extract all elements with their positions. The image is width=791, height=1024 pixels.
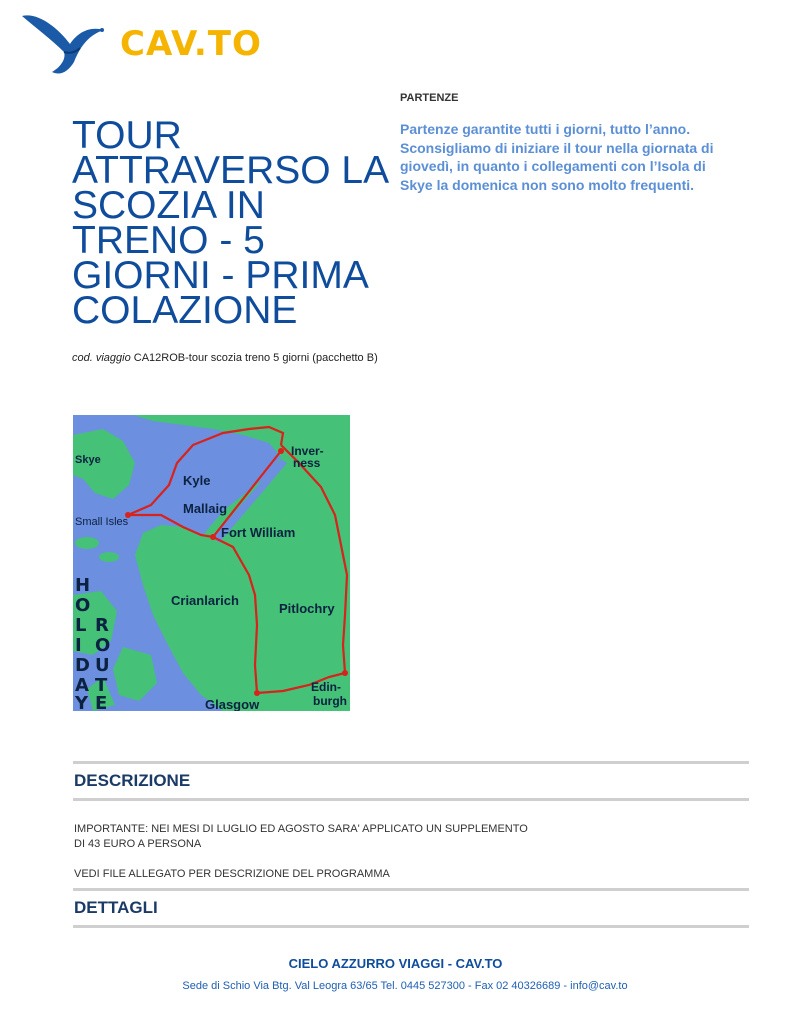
description-line: DI 43 EURO A PERSONA [74,838,202,850]
description-line: VEDI FILE ALLEGATO PER DESCRIZIONE DEL PROGRAMMA [74,868,390,880]
map-label-glasgow: Glasgow [205,697,260,711]
map-route-letter: U [95,655,110,676]
bird-logo-icon [22,15,104,73]
map-route-letter: O [95,635,111,656]
map-holiday-letter: H [75,575,91,596]
divider [73,761,749,764]
map-label-skye: Skye [75,454,101,466]
map-route-letter: R [95,615,109,636]
departures-text: Partenze garantite tutti i giorni, tutto l’anno. Sconsigliamo di iniziare il tour nella giornata di giovedì, in quanto i collegamenti con l’Isola di Skye la domenica non sono molto frequenti. [400,121,714,193]
map-label-kyle: Kyle [183,473,211,488]
route-map [73,415,350,711]
map-holiday-letter: L [75,615,87,636]
footer-address: Sede di Schio Via Btg. Val Leogra 63/65 Tel. 0445 527300 - Fax 02 40326689 - info@cav.to [182,980,628,992]
description-heading: DESCRIZIONE [74,771,191,790]
map-label-inverness-2: ness [293,456,321,470]
map-holiday-letter: O [75,595,91,616]
map-holiday-letter: A [75,675,89,696]
map-holiday-letter: D [75,655,90,676]
divider [73,798,749,801]
tour-code-label: cod. viaggio [72,352,131,364]
map-label-mallaig: Mallaig [183,501,228,516]
tour-code [72,352,378,364]
divider [73,888,749,891]
map-label-edinburgh-1: Edin- [311,680,341,694]
brand-name[interactable]: CAV.TO [120,24,262,64]
description-line: IMPORTANTE: NEI MESI DI LUGLIO ED AGOSTO SARA' APPLICATO UN SUPPLEMENTO [74,823,528,835]
map-label-edinburgh-2: burgh [313,694,347,708]
map-route-letter: T [95,675,108,696]
divider [73,925,749,928]
map-holiday-letter: Y [75,693,89,711]
details-heading: DETTAGLI [74,898,158,917]
map-label-inverness-1: Inver- [291,444,324,458]
map-label-pitlochry: Pitlochry [279,601,335,616]
tour-code-value: CA12ROB-tour scozia treno 5 giorni (pacchetto B) [133,352,378,364]
page-title: TOUR ATTRAVERSO LA SCOZIA IN TRENO - 5 GIORNI - PRIMA COLAZIONE [72,114,387,332]
departures-label: PARTENZE [400,92,459,104]
map-holiday-letter: I [75,635,82,656]
footer-title: CIELO AZZURRO VIAGGI - CAV.TO [288,956,503,971]
map-label-fort-william: Fort William [221,525,296,540]
map-label-crianlarich: Crianlarich [171,593,239,608]
map-label-small-isles: Small Isles [75,516,129,528]
map-route-letter: E [95,693,108,711]
